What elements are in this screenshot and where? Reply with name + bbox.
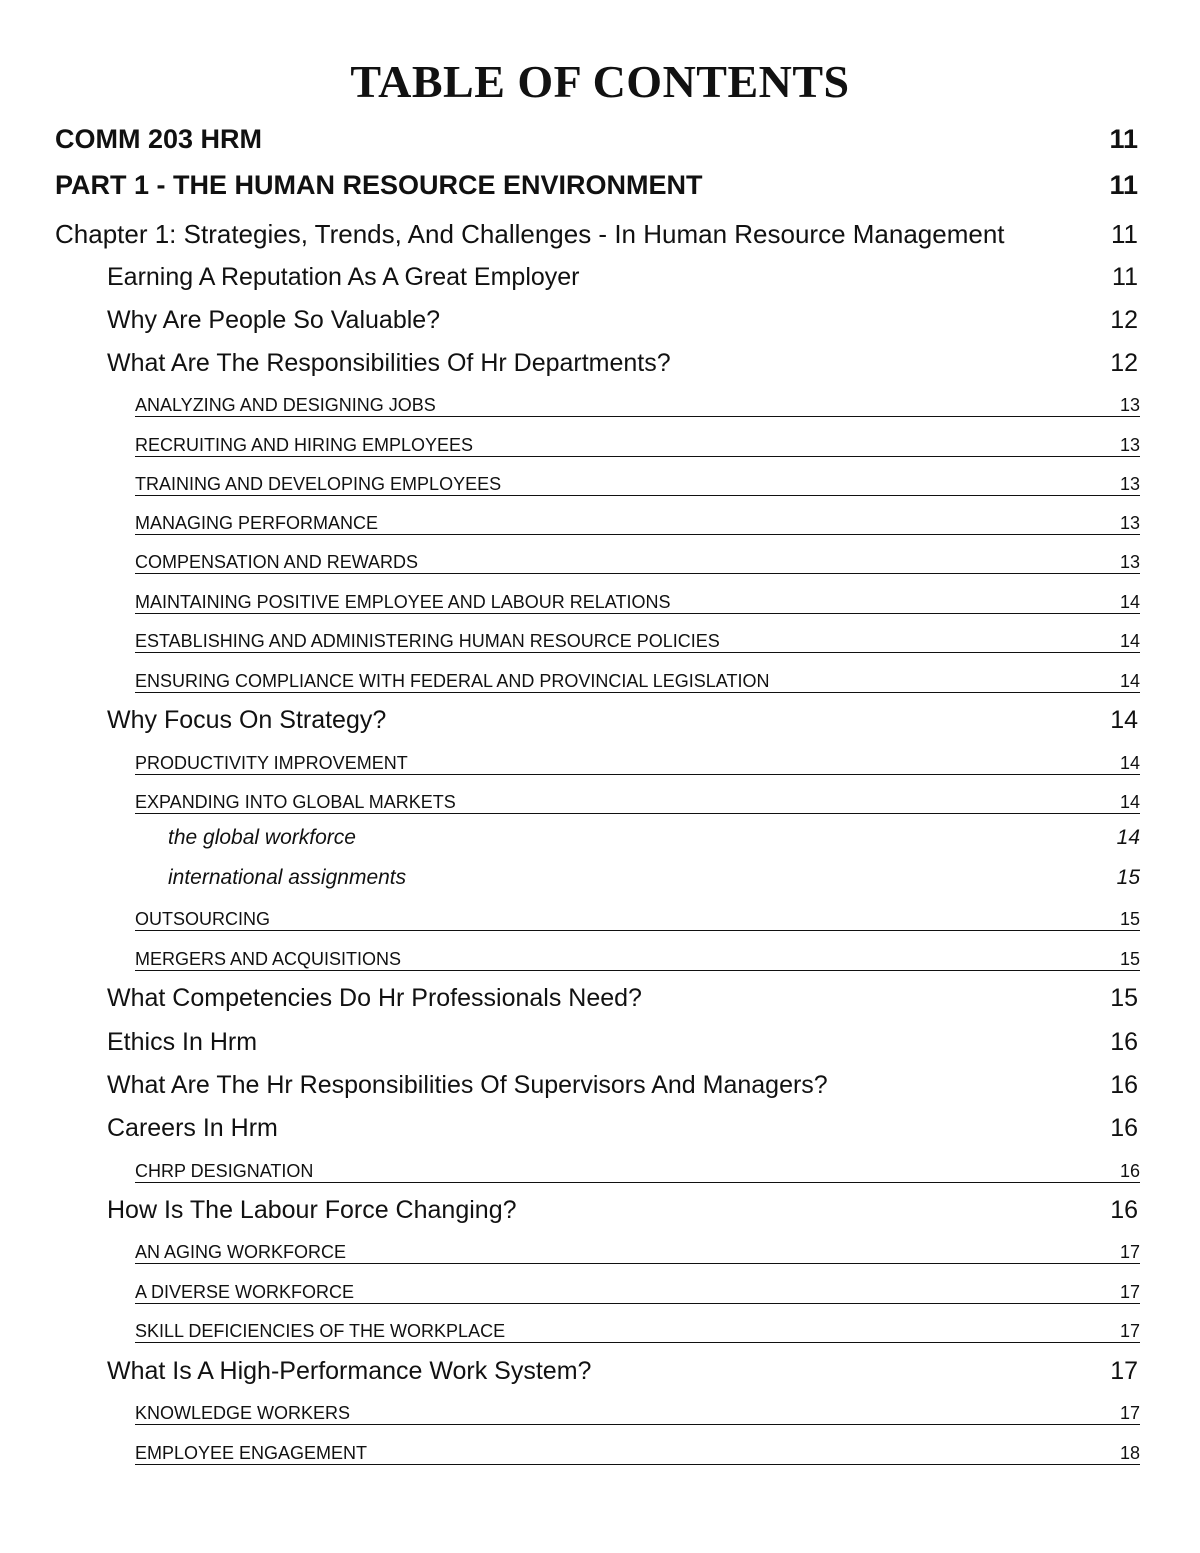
toc-entry[interactable] (107, 1114, 1138, 1143)
toc-entry[interactable] (135, 1442, 1140, 1465)
toc-entry-label: COMPENSATION AND REWARDS (135, 552, 419, 572)
toc-entry-label: SKILL DEFICIENCIES OF THE WORKPLACE (135, 1321, 506, 1341)
toc-entry-label: Earning A Reputation As A Great Employer (107, 263, 580, 291)
toc-entry-page-number: 13 (1119, 513, 1140, 533)
toc-entry[interactable] (107, 1028, 1138, 1057)
toc-entry-label: the global workforce (168, 826, 356, 849)
toc-entry-page-number: 13 (1119, 395, 1140, 415)
toc-entry[interactable] (107, 1196, 1138, 1225)
toc-entry-label: ESTABLISHING AND ADMINISTERING HUMAN RESOURCE POLICIES (135, 631, 720, 651)
toc-entry[interactable] (135, 908, 1140, 931)
toc-entry[interactable] (135, 1160, 1140, 1183)
toc-entry-page-number: 14 (1119, 792, 1140, 812)
toc-entry-page-number: 14 (1116, 826, 1140, 849)
toc-entry-page-number: 18 (1119, 1443, 1140, 1463)
toc-entry[interactable] (107, 706, 1138, 735)
toc-entry-label: ENSURING COMPLIANCE WITH FEDERAL AND PROVINCIAL LEGISLATION (135, 671, 770, 691)
toc-entry-page-number: 12 (1110, 306, 1138, 334)
toc-entry-page-number: 17 (1119, 1403, 1140, 1423)
toc-entry[interactable] (135, 591, 1140, 614)
toc-entry-label: PRODUCTIVITY IMPROVEMENT (135, 753, 408, 773)
toc-entry-page-number: 16 (1110, 1114, 1138, 1142)
toc-entry[interactable] (135, 1402, 1140, 1425)
toc-entry[interactable] (107, 306, 1138, 335)
toc-entry[interactable] (135, 512, 1140, 535)
toc-entry[interactable] (135, 551, 1140, 574)
toc-entry-label: How Is The Labour Force Changing? (107, 1196, 517, 1224)
toc-entry-label: international assignments (168, 866, 407, 889)
toc-entry-label: What Are The Hr Responsibilities Of Supervisors And Managers? (107, 1071, 828, 1099)
toc-entry[interactable] (135, 473, 1140, 496)
toc-entry[interactable] (135, 1281, 1140, 1304)
toc-entry[interactable] (135, 791, 1140, 814)
toc-entry-page-number: 17 (1119, 1282, 1140, 1302)
toc-entry[interactable] (55, 219, 1138, 250)
toc-entry-label: ANALYZING AND DESIGNING JOBS (135, 395, 436, 415)
toc-entry-label: Why Are People So Valuable? (107, 306, 441, 334)
toc-entry-label: What Is A High-Performance Work System? (107, 1357, 592, 1385)
toc-entry-label: A DIVERSE WORKFORCE (135, 1282, 355, 1302)
toc-entry-label: MERGERS AND ACQUISITIONS (135, 949, 402, 969)
toc-entry[interactable] (107, 1357, 1138, 1386)
toc-entry-label: OUTSOURCING (135, 909, 270, 929)
toc-entry-page-number: 14 (1119, 631, 1140, 651)
toc-entry[interactable] (135, 670, 1140, 693)
toc-entry-page-number: 17 (1119, 1242, 1140, 1262)
toc-entry-page-number: 16 (1119, 1161, 1140, 1181)
toc-entry[interactable] (168, 826, 1140, 850)
toc-entry[interactable] (107, 1071, 1138, 1100)
toc-entry-page-number: 14 (1119, 753, 1140, 773)
toc-entry[interactable] (168, 866, 1140, 890)
toc-entry-label: EMPLOYEE ENGAGEMENT (135, 1443, 368, 1463)
toc-entry-page-number: 14 (1119, 592, 1140, 612)
toc-entry-label: RECRUITING AND HIRING EMPLOYEES (135, 435, 474, 455)
toc-entry-page-number: 15 (1119, 909, 1140, 929)
toc-entry-page-number: 11 (1109, 170, 1138, 200)
toc-entry-label: MAINTAINING POSITIVE EMPLOYEE AND LABOUR RELATIONS (135, 592, 671, 612)
toc-entry-page-number: 16 (1110, 1071, 1138, 1099)
toc-entry-label: What Competencies Do Hr Professionals Need? (107, 984, 642, 1012)
toc-entry[interactable] (107, 263, 1138, 292)
toc-entry-label: PART 1 - THE HUMAN RESOURCE ENVIRONMENT (55, 170, 703, 200)
toc-entry-label: Ethics In Hrm (107, 1028, 258, 1056)
toc-entry[interactable] (135, 948, 1140, 971)
toc-entry-page-number: 17 (1110, 1357, 1138, 1385)
toc-entry[interactable] (135, 434, 1140, 457)
toc-entry-page-number: 11 (1112, 263, 1138, 291)
toc-entry-label: EXPANDING INTO GLOBAL MARKETS (135, 792, 456, 812)
toc-entry[interactable] (135, 394, 1140, 417)
toc-entry[interactable] (135, 1320, 1140, 1343)
toc-entry-label: MANAGING PERFORMANCE (135, 513, 379, 533)
toc-entry-page-number: 13 (1119, 552, 1140, 572)
toc-entry-page-number: 11 (1109, 124, 1138, 154)
toc-entry-label: What Are The Responsibilities Of Hr Departments? (107, 349, 671, 377)
toc-entry-label: KNOWLEDGE WORKERS (135, 1403, 351, 1423)
toc-entry-label: Why Focus On Strategy? (107, 706, 387, 734)
toc-entry-label: AN AGING WORKFORCE (135, 1242, 347, 1262)
page-title: TABLE OF CONTENTS (350, 56, 850, 107)
toc-entry-page-number: 14 (1119, 671, 1140, 691)
toc-entry[interactable] (55, 124, 1138, 155)
toc-entry-page-number: 12 (1110, 349, 1138, 377)
toc-entry-page-number: 13 (1119, 435, 1140, 455)
toc-entry-page-number: 13 (1119, 474, 1140, 494)
toc-entry[interactable] (55, 170, 1138, 201)
toc-entry[interactable] (135, 630, 1140, 653)
toc-entry-label: COMM 203 HRM (55, 124, 263, 154)
toc-entry-page-number: 15 (1110, 984, 1138, 1012)
toc-entry[interactable] (107, 984, 1138, 1013)
toc-entry-label: Chapter 1: Strategies, Trends, And Challenges - In Human Resource Management (55, 219, 1005, 249)
toc-entry-page-number: 15 (1116, 866, 1140, 889)
toc-entry-page-number: 17 (1119, 1321, 1140, 1341)
toc-entry[interactable] (107, 349, 1138, 378)
toc-entry-page-number: 16 (1110, 1028, 1138, 1056)
toc-entry-label: TRAINING AND DEVELOPING EMPLOYEES (135, 474, 502, 494)
toc-entry-page-number: 14 (1110, 706, 1138, 734)
toc-entry-page-number: 11 (1111, 219, 1138, 249)
toc-entry[interactable] (135, 752, 1140, 775)
toc-entry-label: Careers In Hrm (107, 1114, 278, 1142)
toc-entry-page-number: 16 (1110, 1196, 1138, 1224)
toc-entry-page-number: 15 (1119, 949, 1140, 969)
toc-entry[interactable] (135, 1241, 1140, 1264)
toc-entry-label: CHRP DESIGNATION (135, 1161, 314, 1181)
